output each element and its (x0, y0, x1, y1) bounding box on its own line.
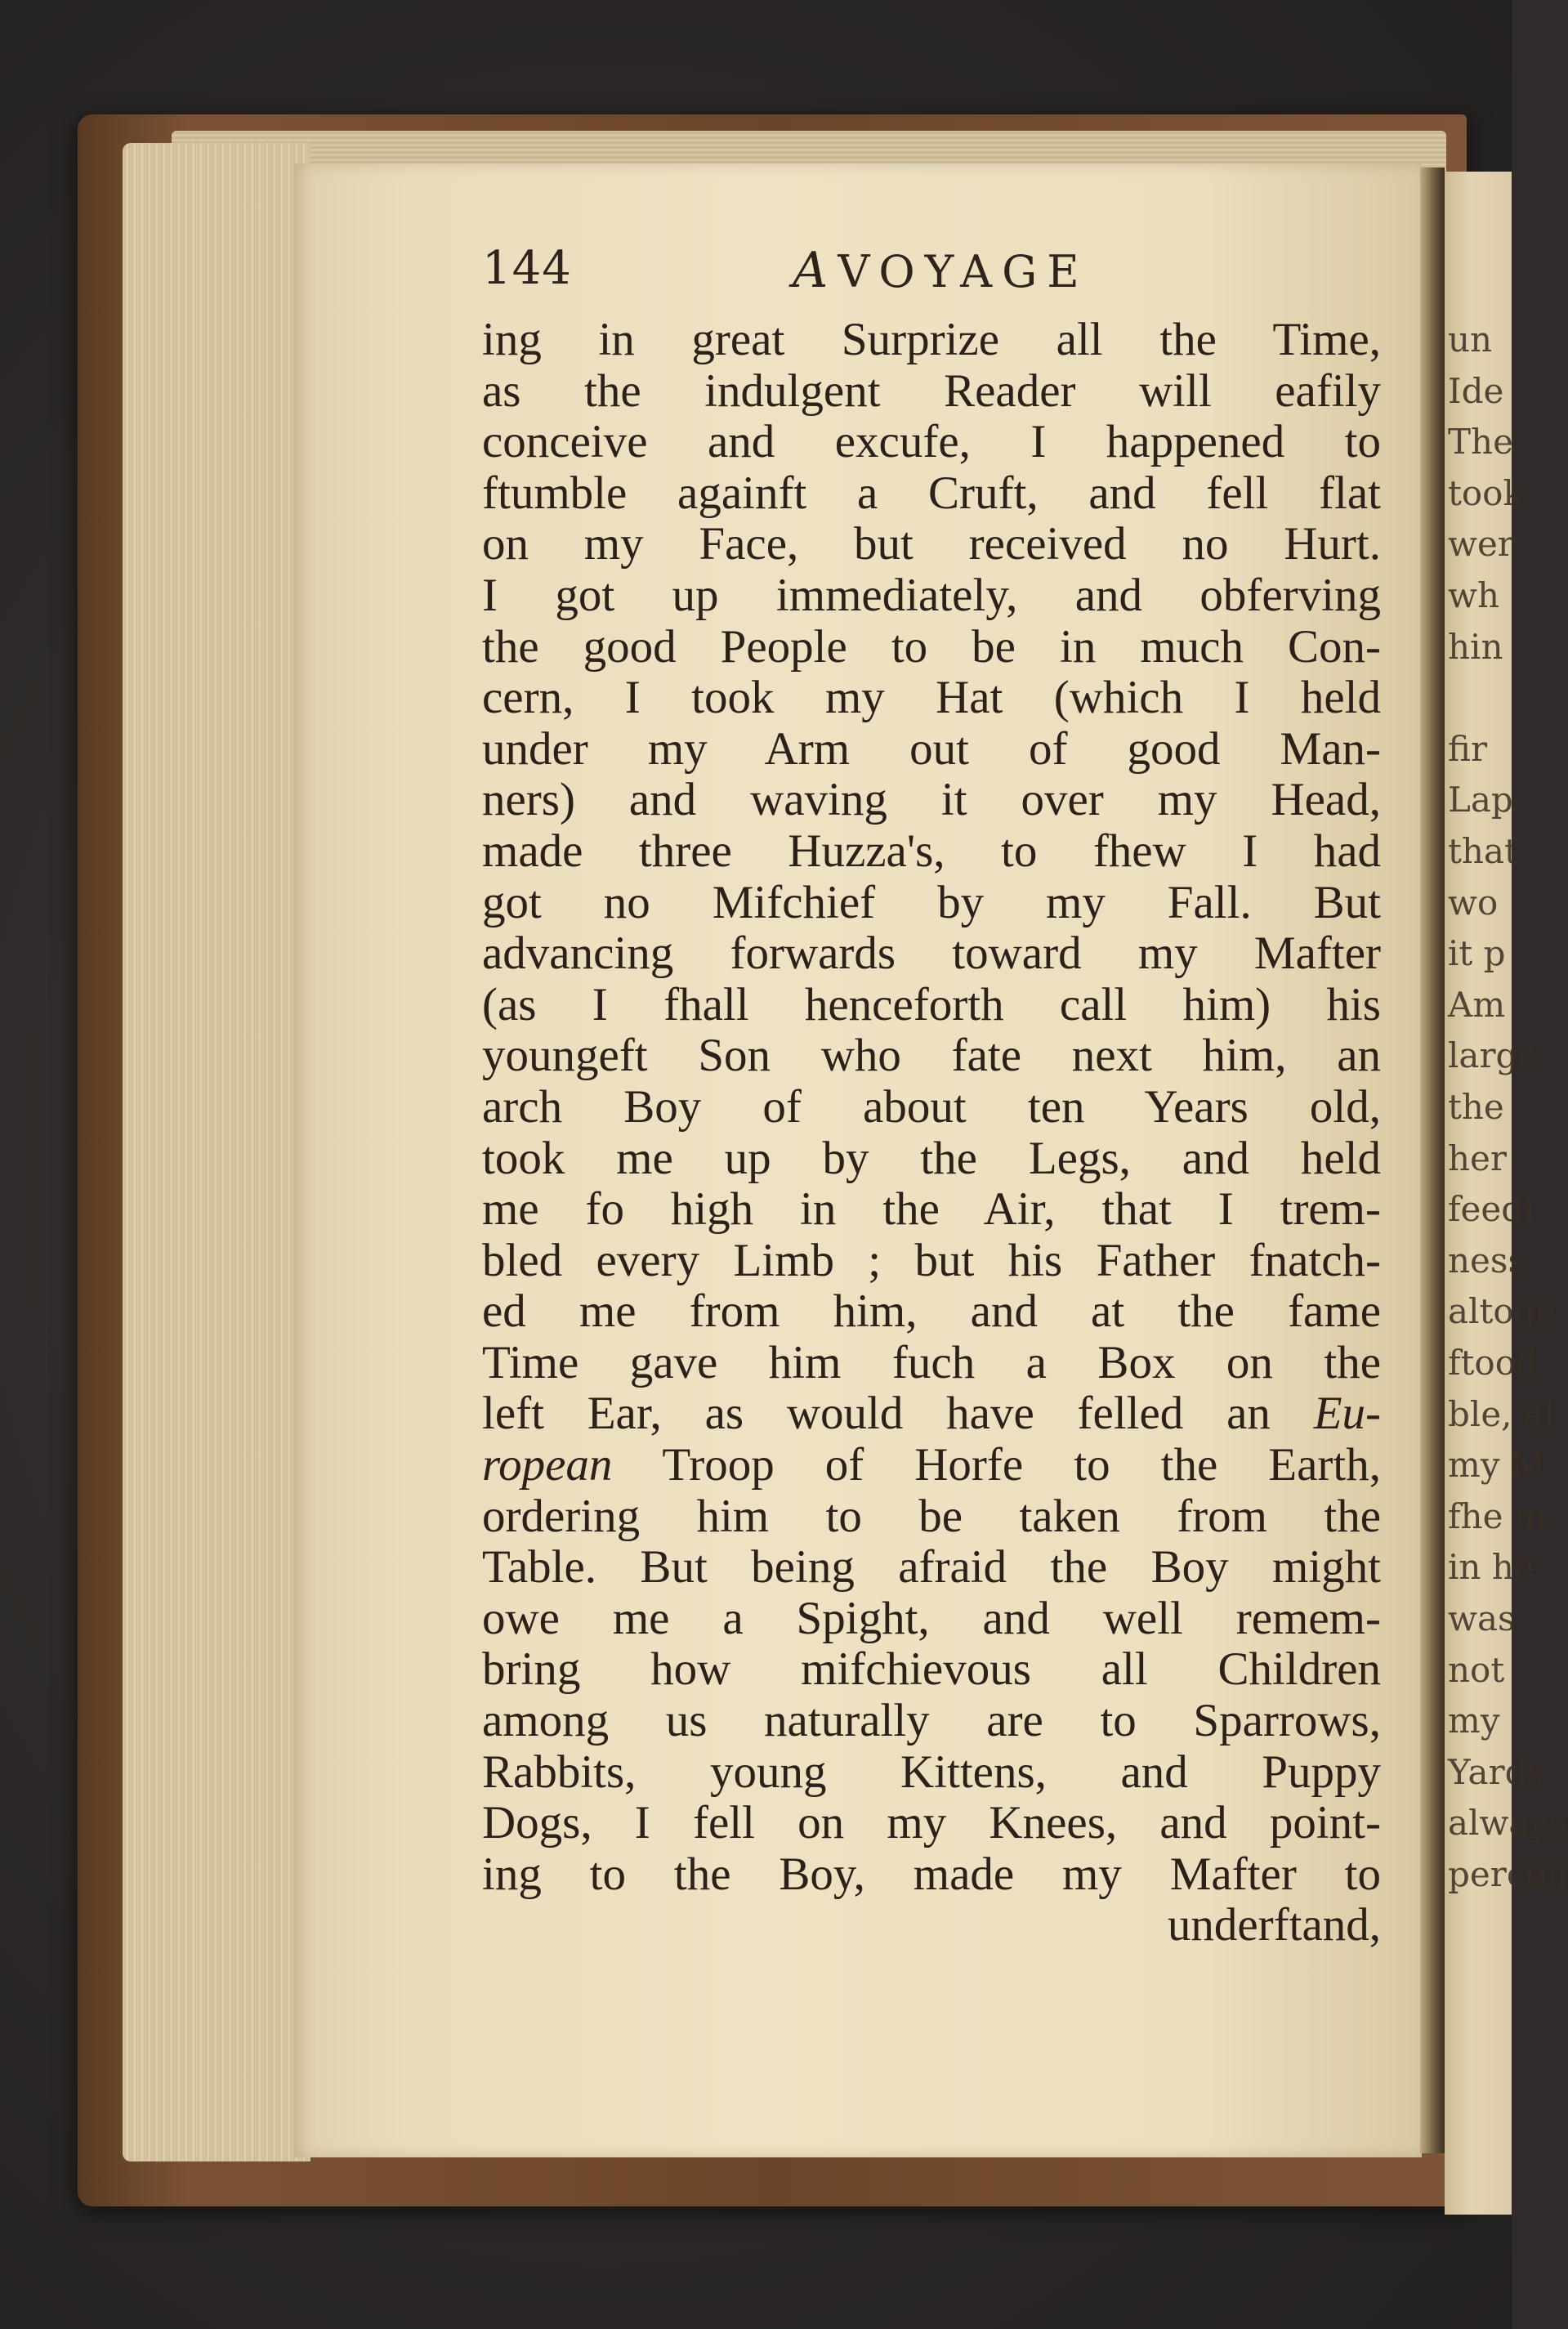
facing-page-fragment: my M (1448, 1445, 1546, 1486)
facing-page-fragment: hin (1448, 626, 1503, 667)
text-line: owe me a Spight, and well remem- (482, 1592, 1381, 1644)
facing-page-fragment: The (1448, 422, 1513, 463)
running-title-rest: VOYAGE (838, 246, 1089, 297)
facing-page-fragment: percen (1448, 1854, 1568, 1894)
text-line: Rabbits, young Kittens, and Puppy (482, 1746, 1381, 1798)
body-text (482, 315, 1381, 1951)
facing-page-fragment: ftood (1448, 1343, 1538, 1383)
italic-word: ropean (482, 1439, 613, 1491)
text-line: ners) and waving it over my Head, (482, 774, 1381, 826)
facing-page-fragment: Yards (1448, 1751, 1545, 1792)
facing-page-fragment: it p (1448, 933, 1506, 974)
facing-page-sliver (1445, 172, 1568, 2215)
facing-page-fragment: wh (1448, 575, 1499, 615)
text-line: conceive and excufe, I happened to (482, 416, 1381, 468)
facing-page-fragment: was (1448, 1598, 1516, 1638)
facing-page-fragment: fir (1448, 728, 1488, 769)
text-line: under my Arm out of good Man- (482, 722, 1381, 775)
text-line: ed me from him, and at the fame (482, 1285, 1381, 1338)
facing-page-fragment: ness (1448, 1240, 1526, 1281)
facing-page-fragment: her (1448, 1138, 1507, 1178)
facing-page-fragment: wer (1448, 524, 1514, 565)
text-line: me fo high in the Air, that I trem- (482, 1183, 1381, 1236)
text-line: bled every Limb ; but his Father fnatch- (482, 1234, 1381, 1286)
text-line: I got up immediately, and obferving (482, 569, 1381, 621)
text-line: (as I fhall henceforth call him) his (482, 978, 1381, 1030)
page-number: 144 (482, 242, 572, 295)
facing-page-fragment: Lap (1448, 780, 1513, 820)
text-line: ordering him to be taken from the (482, 1490, 1381, 1542)
text-line: ftumble againft a Cruft, and fell flat (482, 467, 1381, 519)
facing-page-fragment: large (1448, 1035, 1539, 1076)
text-line: left Ear, as would have felled an Eu- (482, 1388, 1381, 1440)
text-line: made three Huzza's, to fhew I had (482, 825, 1381, 877)
facing-page-fragment: fhe m (1448, 1495, 1547, 1536)
facing-page-fragment: in he (1448, 1547, 1534, 1588)
page-block-side-edge (123, 143, 310, 2161)
facing-page-fragment: altoge (1448, 1291, 1557, 1332)
text-line: got no Mifchief by my Fall. But (482, 876, 1381, 928)
text-line: youngeft Son who fate next him, an (482, 1030, 1381, 1082)
running-title-initial: A (793, 242, 838, 299)
facing-page-fragment: un (1448, 320, 1493, 360)
italic-word: Eu- (1270, 1388, 1381, 1440)
catchword: underftand, (1167, 1899, 1381, 1951)
text-line: as the indulgent Reader will eafily (482, 364, 1381, 417)
facing-page-fragment: not (1448, 1649, 1505, 1690)
facing-page-fragment: Ide (1448, 370, 1504, 411)
text-line: Dogs, I fell on my Knees, and point- (482, 1797, 1381, 1849)
text-line: among us naturally are to Sparrows, (482, 1695, 1381, 1747)
text-line: cern, I took my Hat (which I held (482, 672, 1381, 724)
text-line: on my Face, but received no Hurt. (482, 518, 1381, 570)
text-line: ing in great Surprize all the Time, (482, 314, 1381, 365)
facing-page-fragment: the (1448, 1087, 1504, 1127)
running-title (793, 242, 1089, 299)
text-line: the good People to be in much Con- (482, 620, 1381, 673)
facing-page-fragment: that (1448, 831, 1518, 871)
facing-page-fragment: Am (1448, 984, 1506, 1025)
text-line-rest: Troop of Horfe to the Earth, (612, 1439, 1381, 1491)
text-line: arch Boy of about ten Years old, (482, 1080, 1381, 1133)
facing-page-fragment: always (1448, 1803, 1566, 1844)
facing-page-fragment: my (1448, 1701, 1500, 1741)
facing-page-fragment: wo (1448, 882, 1499, 923)
text-line: took me up by the Legs, and held (482, 1132, 1381, 1184)
text-line: Table. But being afraid the Boy might (482, 1541, 1381, 1594)
text-line: advancing forwards toward my Mafter (482, 928, 1381, 980)
facing-page-fragment: took (1448, 472, 1524, 513)
text-line: Time gave him fuch a Box on the (482, 1336, 1381, 1388)
facing-page-fragment: feedi (1448, 1189, 1534, 1230)
text-line (482, 1440, 1381, 1491)
text-line: bring how mifchievous all Children (482, 1643, 1381, 1696)
book-gutter (1420, 168, 1445, 2153)
facing-page-fragment: ble, al (1448, 1393, 1555, 1434)
text-line: ing to the Boy, made my Mafter to (482, 1848, 1381, 1900)
